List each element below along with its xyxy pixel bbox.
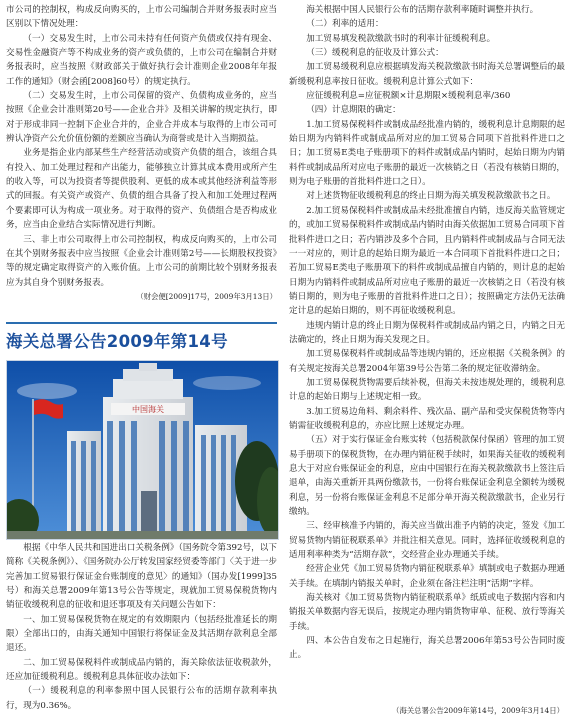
paragraph: 加工贸易保税货物需要后续补税，但海关未按违规处理的，缓税利息计息的起始日期与上述规定相一致。 (289, 377, 565, 403)
paragraph: 海关核对《加工贸易货物内销征税联系单》纸质或电子数据内容和内销报关单数据内容无误后，按规定办理内销货物审单、征税、放行等海关手续。 (289, 593, 565, 632)
paragraph: （二）交易发生时，上市公司保留的资产、负债构成业务的，应当按照《企业会计准则第20号——企业合并》及相关讲解的规定执行，即对于形成非同一控制下企业合并的，企业合并成本与取得的上市公司可辨认净资产公允价值份额的差额应当确认为商誉或是计入当期损益。 (6, 91, 277, 145)
paragraph: 2.加工贸易保税料件或制成品未经批准擅自内销，违反海关监管规定的，或加工贸易保税料件或制成品内销时由海关依据加工贸易合同项下首批料件进口之日；若内销涉及多个合同，且内销料件或制成品与合同无法一一对应的，则计息的起始日期为最近一本合同项下首批料件进口之日；若加工贸易E类电子账册项下的料件或制成品擅自内销的，则计息的起始日期为内销料件或制成品所对应电子账册的最近一次核销之日（若没有核销日期的，则为电子账册的首批料件进口之日）；按照确定方法仍无法确定计息的起始日期的，则不再征收缓税利息。 (289, 205, 565, 317)
paragraph: 3.加工贸易边角料、剩余料件、残次品、副产品和受灾保税货物等内销需征收缓税利息的，亦应比照上述规定办理。 (289, 406, 565, 431)
paragraph: 海关根据中国人民银行公布的活期存款利率随时调整并执行。 (306, 5, 539, 15)
paragraph: 加工贸易填发税款缴款书时的利率计征缓税利息。 (306, 33, 496, 44)
right-column (289, 3, 565, 663)
paragraph: 一、加工贸易保税货物在规定的有效期限内（包括经批准延长的期限）全部出口的，由海关通知中国银行将保证金及其活期存款利息全部退还。 (6, 614, 277, 654)
left-bottom-paragraphs (6, 541, 277, 713)
left-column-top (6, 3, 277, 303)
customs-building-photo (6, 360, 279, 540)
left-top-paragraphs (6, 3, 277, 290)
paragraph: 对上述货物征收缓税利息的终止日期为海关填发税款缴款书之日。 (306, 191, 556, 202)
building-sign: 中国海关 (132, 405, 164, 414)
paragraph: 四、本公告自发布之日起施行，海关总署2006年第53号公告同时废止。 (289, 636, 565, 661)
paragraph: （三）缓税利息的征收及计算公式： (306, 48, 444, 59)
paragraph: 应征缓税利息=应征税额×计息期限×缓税利息率/360 (306, 91, 511, 102)
paragraph: （一）交易发生时，上市公司未持有任何资产负债或仅持有现金、交易性金融资产等不构成业务的资产或负债的，上市公司在编制合并财务报表时，应当按照《财政部关于做好执行会计准则企业2008年年报工作的通知》（财会函[2008]60号）的规定执行。 (6, 33, 277, 87)
left-column-bottom (6, 541, 277, 713)
paragraph: 经营企业凭《加工贸易货物内销征税联系单》填制或电子数据办理通关手续。在填制内销报关单时，企业须在备注栏注明“活期”字样。 (289, 564, 565, 589)
paragraph: 加工贸易保税料件或制成品等违规内销的，还应根据《关税条例》的有关规定按海关总署2004年第39号公告第二条的规定征收滞纳金。 (289, 349, 565, 374)
right-paragraphs (289, 3, 565, 663)
paragraph: 三、非上市公司取得上市公司控制权，构成反向购买的，上市公司在其个别财务报表中应当按照《企业会计准则第2号——长期股权投资》等的规定确定取得资产的入账价值。上市公司的前期比较个别财务报表应为其自身个别财务报表。 (6, 234, 277, 288)
paragraph: 市公司的控制权，构成反向购买的，上市公司编制合并财务报表时应当区别以下情况处理： (6, 5, 277, 30)
announcement-title: 海关总署公告2009年第14号 (6, 332, 228, 351)
paragraph: （四）计息期限的确定： (306, 105, 401, 116)
building-illustration (7, 361, 278, 539)
paragraph: 违规内销计息的终止日期为保税料件或制成品内销之日，内销之日无法确定的，终止日期为海关发现之日。 (289, 320, 565, 345)
paragraph: （二）利率的适用： (306, 19, 384, 30)
paragraph: 1.加工贸易保税料件或制成品经批准内销的，缓税利息计息期限的起始日期为内销料件或制成品所对应的加工贸易合同项下首批料件进口之日；加工贸易E类电子账册项下的料件或制成品内销时，起始日期为内销料件或制成品所对应电子账册的最近一次核销之日（若没有核销日期的，则为电子账册的首批料件进口之日）。 (289, 119, 565, 188)
paragraph: 三、经审核准予内销的，海关应当做出准予内销的决定，签发《加工贸易货物内销征税联系单》并批注相关意见。同时，选择征收缓税利息的适用利率种类为“活期存款”，交经营企业办理通关手续。 (289, 521, 565, 561)
announcement-header (6, 322, 277, 350)
paragraph: 业务是指企业内部某些生产经营活动或资产负债的组合，该组合具有投入、加工处理过程和产出能力，能够独立计算其成本费用或所产生的收入等，可以为投资者等提供股利、更低的成本或其他经济利益等形式的回报。有关资产或资产、负债的组合具备了投入和加工处理过程两个要素即可认为构成一项业务。对于取得的资产、负债组合是否构成业务，应当由企业结合实际情况进行判断。 (6, 148, 277, 231)
source-citation-1: （财会便[2009]17号，2009年3月13日） (136, 291, 277, 301)
paragraph: （一）缓税利息的利率参照中国人民银行公布的活期存款利率执行，现为0.36%。 (6, 686, 277, 711)
paragraph: 加工贸易缓税利息应根据填发海关税款缴款书时海关总署调整后的最新缓税利息率按日征收。缓税利息计算公式如下： (289, 62, 565, 87)
source-citation-2: （海关总署公告2009年第14号，2009年3月14日） (392, 706, 564, 715)
paragraph: （五）对于实行保证金台账实转（包括税款保付保函）管理的加工贸易手册项下的保税货物，在办理内销征税手续时，如果海关征收的缓税利息大于对应台账保证金的利息，应由中国银行在海关税款缴款书上签注后退单，由海关重新开具两份缴款书，一份将台账保证金利息全额转为缓税利息，另一份将台账保证金利息不足部分单开海关税款缴款书，企业另行缴纳。 (289, 435, 565, 518)
paragraph: 二、加工贸易保税料件或制成品内销的，海关除依法征收税款外，还应加征缓税利息。缓税利息具体征收办法如下： (6, 657, 277, 683)
paragraph: 根据《中华人民共和国进出口关税条例》（国务院令第392号，以下简称《关税条例》）、《国务院办公厅转发国家经贸委等部门〈关于进一步完善加工贸易银行保证金台账制度的意见〉的通知》（国办发[1999]35号）和海关总署2009年第13号公告等规定，现就加工贸易保税货物内销征收缓税利息的征收和退还事项及有关问题公告如下： (6, 543, 277, 611)
